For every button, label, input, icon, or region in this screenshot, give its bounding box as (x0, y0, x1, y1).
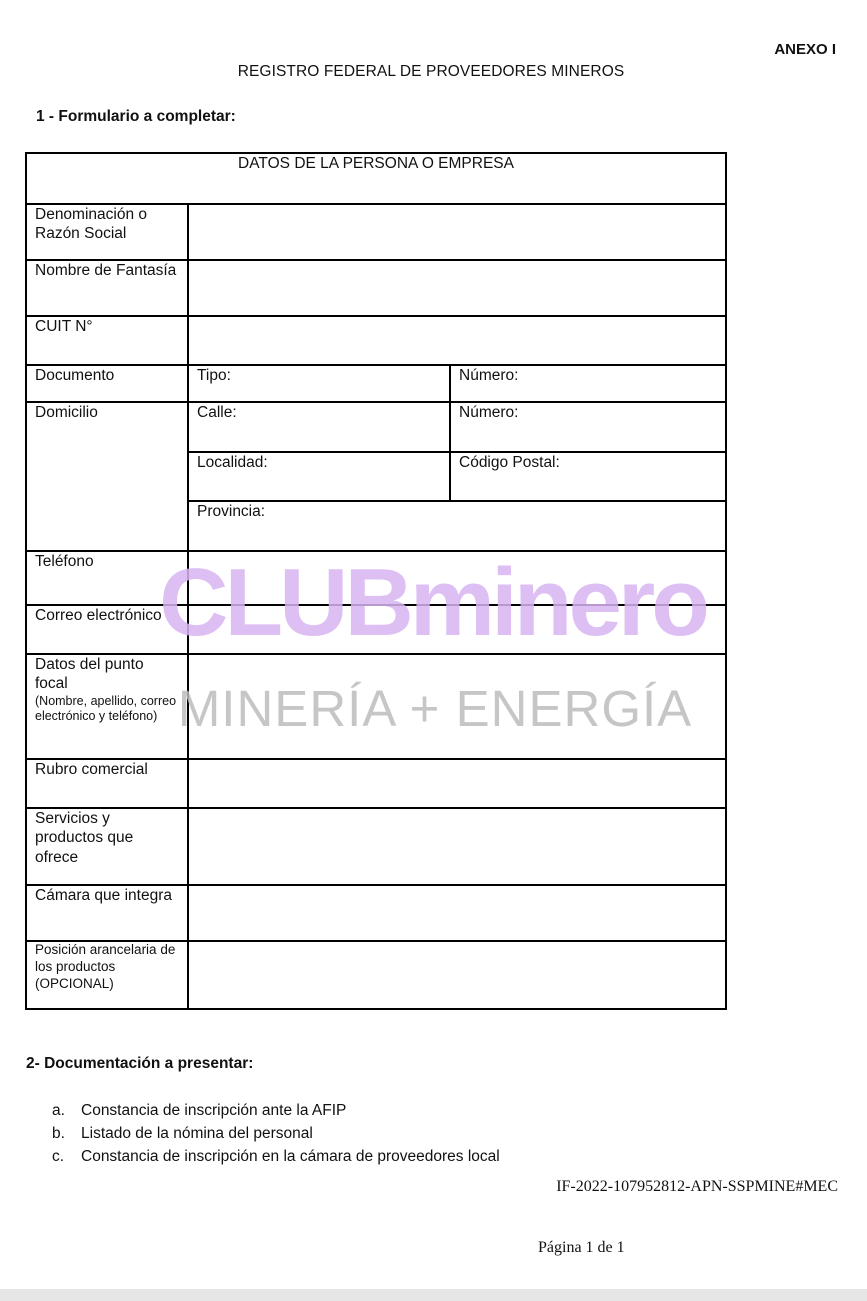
section-2-heading: 2- Documentación a presentar: (26, 1055, 254, 1072)
field-provincia[interactable]: Provincia: (188, 501, 726, 551)
list-marker: a. (52, 1102, 65, 1119)
required-documents-list (52, 1099, 500, 1168)
punto-focal-title: Datos del punto focal (35, 656, 144, 693)
viewer-bottom-edge (0, 1289, 867, 1301)
label-cuit: CUIT N° (26, 316, 188, 365)
list-item-text: Listado de la nómina del personal (81, 1125, 313, 1142)
form-header: DATOS DE LA PERSONA O EMPRESA (26, 153, 726, 204)
label-nombre-fantasia: Nombre de Fantasía (26, 260, 188, 316)
label-servicios: Servicios y productos que ofrece (26, 808, 188, 885)
label-domicilio: Domicilio (26, 402, 188, 551)
field-calle-numero[interactable]: Número: (450, 402, 726, 452)
field-doc-numero[interactable]: Número: (450, 365, 726, 402)
list-marker: c. (52, 1148, 65, 1165)
company-data-form (25, 152, 727, 1010)
label-camara: Cámara que integra (26, 885, 188, 941)
label-punto-focal (26, 654, 188, 759)
field-denominacion[interactable] (188, 204, 726, 260)
section-1-heading: 1 - Formulario a completar: (36, 108, 236, 125)
field-servicios[interactable] (188, 808, 726, 885)
label-posicion-arancelaria: Posición arancelaria de los productos (OPCIONAL) (26, 941, 188, 1009)
punto-focal-note: (Nombre, apellido, correo electrónico y teléfono) (35, 693, 177, 723)
list-item-text: Constancia de inscripción ante la AFIP (81, 1102, 347, 1119)
watermark-logo: CLUBminero (159, 549, 706, 656)
document-reference: IF-2022-107952812-APN-SSPMINE#MEC (556, 1178, 838, 1195)
field-rubro[interactable] (188, 759, 726, 808)
label-rubro: Rubro comercial (26, 759, 188, 808)
document-title: REGISTRO FEDERAL DE PROVEEDORES MINEROS (237, 63, 625, 80)
field-camara[interactable] (188, 885, 726, 941)
list-item (52, 1122, 500, 1145)
list-item (52, 1145, 500, 1168)
field-correo[interactable] (188, 605, 726, 654)
field-cuit[interactable] (188, 316, 726, 365)
label-correo: Correo electrónico (26, 605, 188, 654)
list-item (52, 1099, 500, 1122)
field-punto-focal[interactable] (188, 654, 726, 759)
label-denominacion: Denominación o Razón Social (26, 204, 188, 260)
page-number: Página 1 de 1 (538, 1239, 625, 1256)
watermark-tagline: MINERÍA + ENERGÍA (177, 680, 693, 737)
list-marker: b. (52, 1125, 65, 1142)
field-doc-tipo[interactable]: Tipo: (188, 365, 450, 402)
field-calle[interactable]: Calle: (188, 402, 450, 452)
label-telefono: Teléfono (26, 551, 188, 605)
annex-label: ANEXO I (774, 41, 836, 58)
field-localidad[interactable]: Localidad: (188, 452, 450, 501)
field-posicion-arancelaria[interactable] (188, 941, 726, 1009)
field-nombre-fantasia[interactable] (188, 260, 726, 316)
field-codigo-postal[interactable]: Código Postal: (450, 452, 726, 501)
label-documento: Documento (26, 365, 188, 402)
list-item-text: Constancia de inscripción en la cámara de proveedores local (81, 1148, 500, 1165)
field-telefono[interactable] (188, 551, 726, 605)
